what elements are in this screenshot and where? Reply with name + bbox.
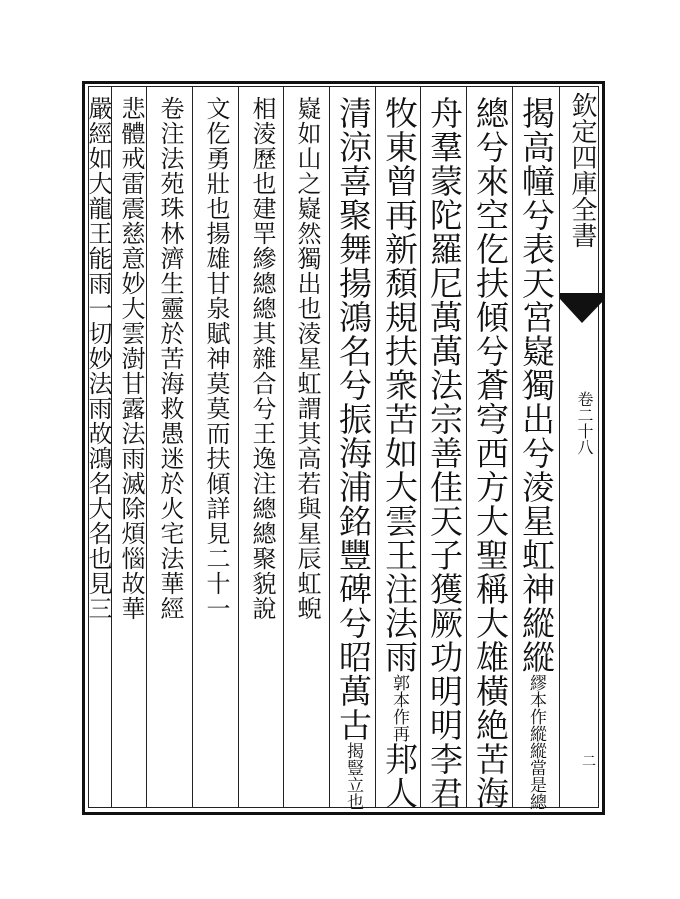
column-main-text: 嶷如山之嶷然獨出也淩星虹謂其高若與星辰虹蜺 <box>293 96 321 621</box>
text-column-6 <box>287 96 327 621</box>
column-rule <box>192 86 193 808</box>
column-main-text: 悲體戒雷震慈意妙大雲澍甘露法雨滅除煩惱故華 <box>117 96 145 621</box>
annotation-note: 郭本作再 <box>389 674 409 742</box>
text-column-8 <box>196 96 236 621</box>
text-column-3 <box>424 96 464 810</box>
annotation-note: 繆本作縱縱當是總 <box>526 674 546 810</box>
text-column-7 <box>242 96 282 621</box>
column-main-text: 牧東曾再新頹規扶衆苦如大雲王注法雨 <box>380 96 419 674</box>
column-rule <box>512 86 513 808</box>
fish-tail-mark <box>560 293 605 333</box>
column-main-text: 卷注法苑珠林濟生靈於苦海救愚迷於火宅法華經 <box>156 96 184 621</box>
column-main-text: 清涼喜聚舞揚鴻名兮振海浦銘豐碑兮昭萬古 <box>334 96 373 742</box>
text-column-10 <box>114 96 148 621</box>
column-main-text: 嚴經如大龍王能雨一切妙法雨故鴻名大名也見三 <box>84 96 112 621</box>
column-main-text: 揭高幢兮表天宮嶷獨出兮淩星虹神縱縱 <box>517 96 556 674</box>
page-mark: 二 <box>582 754 596 770</box>
column-rule <box>559 86 560 808</box>
text-column-5 <box>333 96 373 810</box>
column-rule <box>375 86 376 808</box>
column-rule <box>420 86 421 808</box>
margin-header <box>560 86 605 808</box>
column-main-text: 舟羣蒙陀羅尼萬萬法宗善佳天子獲厥功明明李君 <box>425 96 464 810</box>
text-column-9 <box>150 96 190 621</box>
column-main-text: 總兮來空仡扶傾兮蒼穹西方大聖稱大雄橫絶苦海 <box>471 96 510 810</box>
book-title: 欽定四庫全書 <box>567 92 597 248</box>
column-main-text: 相淩歷也建䍐縿總總其雜合兮王逸注總總聚貌說 <box>248 96 276 621</box>
column-rule <box>466 86 467 808</box>
annotation-note: 揭豎立也 <box>343 742 363 810</box>
text-column-11 <box>84 96 112 621</box>
column-rule <box>329 86 330 808</box>
column-rule <box>238 86 239 808</box>
volume-label: 卷二十八 <box>575 391 594 455</box>
column-tail-text: 邦人 <box>380 742 419 810</box>
text-column-1 <box>516 96 556 810</box>
column-rule <box>283 86 284 808</box>
text-column-2 <box>470 96 510 810</box>
text-column-4 <box>379 96 419 810</box>
column-main-text: 文仡勇壯也揚雄甘泉賦神莫莫而扶傾詳見二十一 <box>202 96 230 621</box>
